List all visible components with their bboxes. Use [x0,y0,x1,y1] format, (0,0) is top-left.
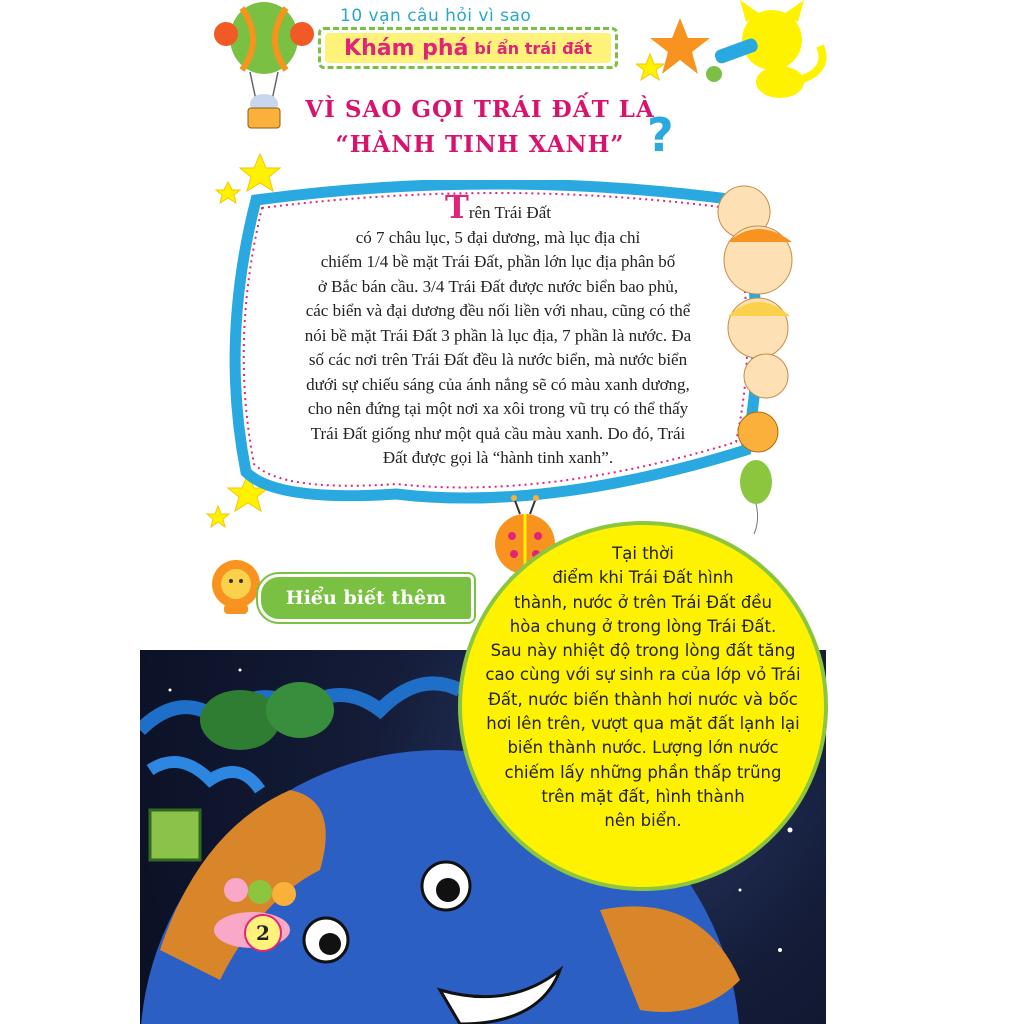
body-line: chiếm 1/4 bề mặt Trái Đất, phần lớn lục địa phân bố [320,252,676,271]
chapter-banner-main: Khám phá [344,35,469,61]
info-line: Tại thời [612,544,674,563]
section-label: Hiểu biết thêm [258,574,474,622]
info-line: hơi lên trên, vượt qua mặt đất lạnh lại [486,714,800,734]
body-line: nói bề mặt Trái Đất 3 phần là lục địa, 7 phần là nước. Đa [304,325,692,345]
info-line: nên biển. [604,811,682,831]
info-line: trên mặt đất, hình thành [541,786,745,806]
series-title: 10 vạn câu hỏi vì sao [340,6,532,26]
question-title [300,92,660,162]
page-number: 2 [244,914,282,952]
info-line: Đất, nước biến thành hơi nước và bốc [488,689,798,709]
info-line: hòa chung ở trong lòng Trái Đất. [509,616,777,636]
question-mark-icon: ? [647,108,674,162]
body-line-text: rên Trái Đất [468,203,551,222]
chapter-banner-sub: bí ẩn trái đất [474,38,592,58]
body-line: có 7 châu lục, 5 đại dương, mà lục địa chỉ [355,227,641,247]
body-line: ở Bắc bán cầu. 3/4 Trái Đất được nước biển bao phủ, [317,276,679,296]
info-line: biến thành nước. Lượng lớn nước [507,738,779,758]
info-paragraph [466,542,820,834]
body-line [238,188,758,226]
body-paragraph [238,188,758,471]
body-line: các biển và đại dương đều nối liền với nhau, cũng có thể [305,301,691,320]
chapter-banner-inner [325,33,611,63]
info-line: Sau này nhiệt độ trong lòng đất tăng [490,641,796,661]
info-line: thành, nước ở trên Trái Đất đều [514,592,772,612]
info-line: điểm khi Trái Đất hình [552,568,734,588]
body-line: cho nên đứng tại một nơi xa xôi trong vũ trụ có thể thấy [307,399,689,418]
question-title-line2: “HÀNH TINH XANH” [335,131,625,158]
cat-telescope-illustration [700,0,840,100]
info-line: cao cùng với sự sinh ra của lớp vỏ Trái [485,665,801,685]
lion-icon [202,556,266,616]
question-title-line1: VÌ SAO GỌI TRÁI ĐẤT LÀ [305,96,655,123]
body-line: số các nơi trên Trái Đất đều là nước biển, mà nước biển [308,350,688,369]
body-line: Trái Đất giống như một quả cầu màu xanh. Do đó, Trái [310,423,686,443]
info-line: chiếm lấy những phần thấp trũng [504,762,782,782]
body-line: dưới sự chiếu sáng của ánh nắng sẽ có màu xanh dương, [306,374,690,394]
body-line: Đất được gọi là “hành tinh xanh”. [382,448,614,467]
chapter-banner [318,27,618,69]
drop-cap: T [445,188,469,226]
children-illustration [700,176,820,536]
